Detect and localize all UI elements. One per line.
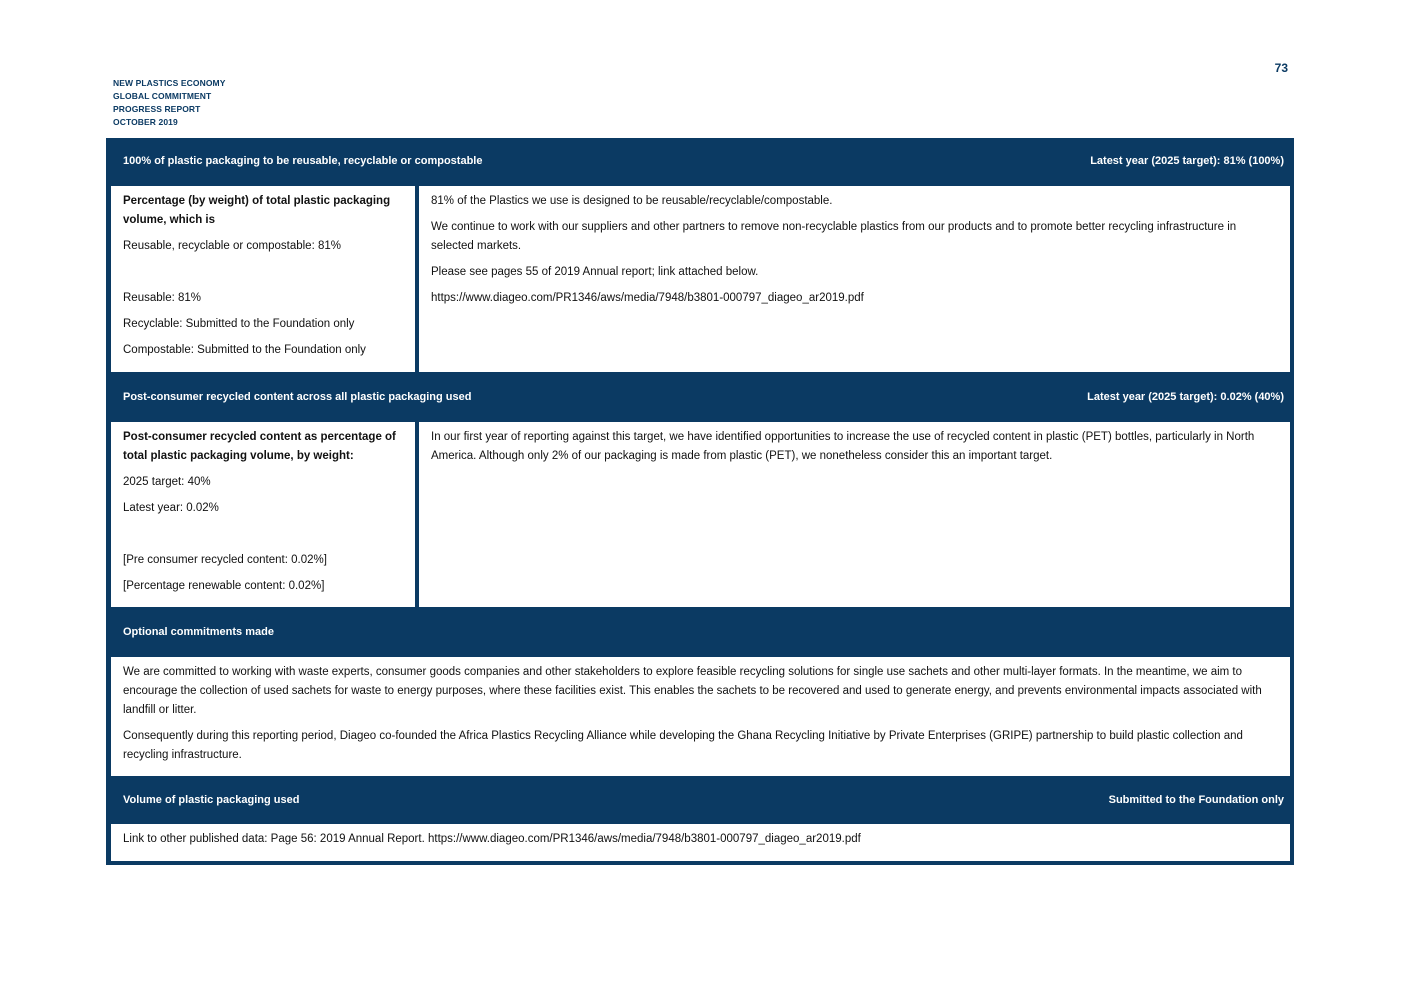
commentary-paragraph: Consequently during this reporting period, Diageo co-founded the Africa Plastics Recycling Alliance while developing the Ghana Recycling Initiative by Private Enterprises (GRIPE) partnership to build plastic collection and recycling infrastructure. [123, 730, 1243, 761]
commitment-table [106, 138, 1294, 865]
commentary-paragraph: We continue to work with our suppliers and other partners to remove non-recyclable plastics from our products and to promote better recycling infrastructure in selected markets. [431, 221, 1237, 252]
metric-cell-recycled-content [111, 422, 415, 607]
commentary-paragraph: We are committed to working with waste experts, consumer goods companies and other stakeholders to explore feasible recycling solutions for single use sachets and other multi-layer formats. In the meantime, we aim to encourage the collection of used sachets for waste to energy purposes, where these facilities exist. This enables the sachets to be recovered and used to generate energy, and prevents environmental impacts associated with landfill or litter. [123, 666, 1262, 716]
metric-compostable: Compostable: Submitted to the Foundation only [123, 344, 366, 356]
section-header-optional-commitments [106, 609, 1294, 655]
metric-pre-consumer: [Pre consumer recycled content: 0.02%] [123, 554, 327, 566]
metric-renewable: [Percentage renewable content: 0.02%] [123, 580, 325, 592]
metric-heading: Post-consumer recycled content as percentage of total plastic packaging volume, by weight: [123, 431, 396, 462]
section-title: Optional commitments made [123, 626, 274, 638]
section-header-volume [106, 778, 1294, 822]
commentary-paragraph: In our first year of reporting against this target, we have identified opportunities to increase the use of recycled content in plastic (PET) bottles, particularly in North America. Although only 2% of our packaging is made from plastic (PET), we nonetheless consider this an important target. [431, 431, 1255, 462]
section-status: Submitted to the Foundation only [1108, 794, 1284, 806]
optional-commitments-cell [111, 657, 1290, 776]
header-line-1: NEW PLASTICS ECONOMY [113, 78, 226, 88]
commentary-paragraph: 81% of the Plastics we use is designed to be reusable/recyclable/compostable. [431, 195, 833, 207]
commentary-paragraph: Please see pages 55 of 2019 Annual report; link attached below. [431, 266, 759, 278]
header-line-4: OCTOBER 2019 [113, 117, 178, 127]
section-title: Volume of plastic packaging used [123, 794, 300, 806]
metric-heading: Percentage (by weight) of total plastic packaging volume, which is [123, 195, 391, 226]
commentary-cell-reusable [419, 186, 1290, 372]
report-header [113, 77, 226, 129]
section-header-reusable [106, 138, 1294, 184]
commentary-cell-recycled-content [419, 422, 1290, 607]
annual-report-link[interactable]: https://www.diageo.com/PR1346/aws/media/7948/b3801-000797_diageo_ar2019.pdf [431, 292, 864, 304]
page-number: 73 [1274, 61, 1288, 75]
header-line-3: PROGRESS REPORT [113, 104, 201, 114]
section-title: 100% of plastic packaging to be reusable, recyclable or compostable [123, 155, 483, 167]
metric-latest: Latest year: 0.02% [123, 502, 219, 514]
section-title: Post-consumer recycled content across all plastic packaging used [123, 391, 472, 403]
metric-recyclable: Recyclable: Submitted to the Foundation only [123, 318, 355, 330]
section-header-recycled-content [106, 374, 1294, 420]
section-status: Latest year (2025 target): 0.02% (40%) [1087, 391, 1284, 403]
metric-target: 2025 target: 40% [123, 476, 211, 488]
published-data-link[interactable]: Link to other published data: Page 56: 2019 Annual Report. https://www.diageo.com/PR1346/aws/media/7948/b3801-000797_diageo_ar2019.pdf [123, 833, 861, 845]
metric-reusable: Reusable: 81% [123, 292, 201, 304]
metric-cell-reusable [111, 186, 415, 372]
header-line-2: GLOBAL COMMITMENT [113, 91, 212, 101]
volume-cell [111, 824, 1290, 861]
metric-total: Reusable, recyclable or compostable: 81% [123, 240, 341, 252]
section-status: Latest year (2025 target): 81% (100%) [1090, 155, 1284, 167]
